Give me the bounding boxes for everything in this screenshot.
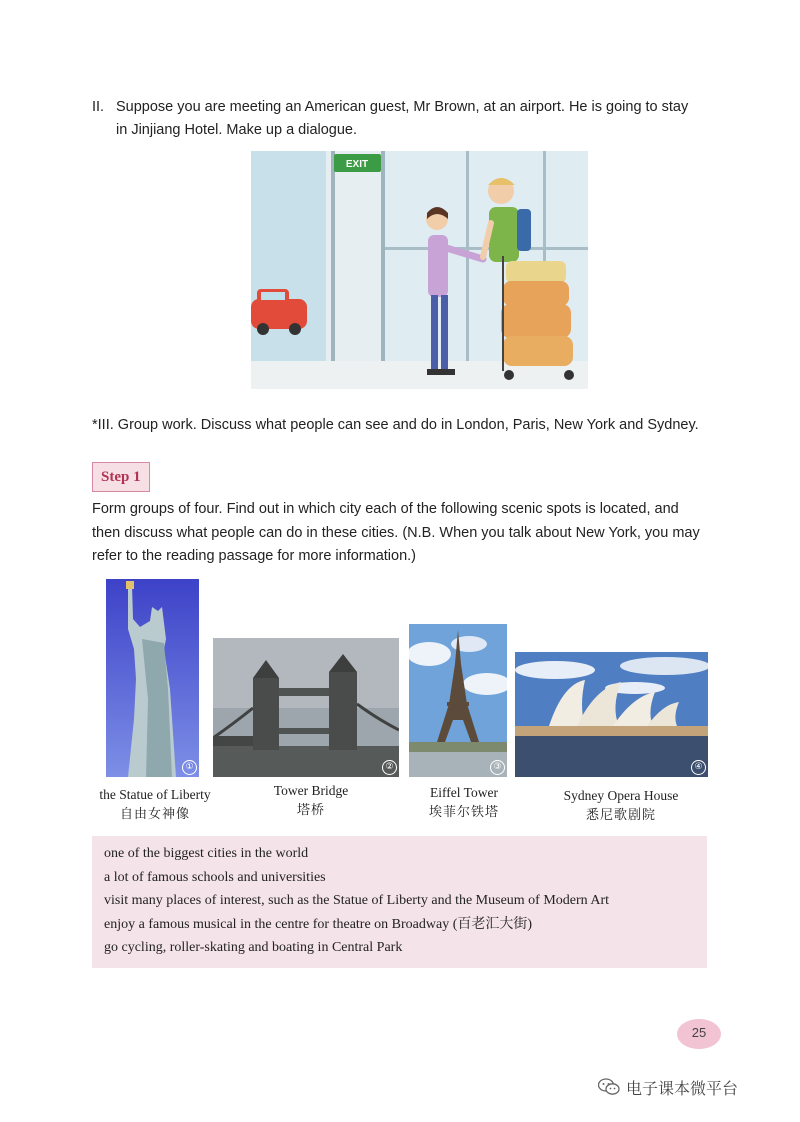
- spot-marker-2: ②: [382, 760, 397, 775]
- footer-watermark: [598, 1076, 738, 1101]
- step-1-label: Step 1: [92, 462, 150, 492]
- spot-marker-4: ④: [691, 760, 706, 775]
- note-item: one of the biggest cities in the world: [104, 846, 309, 861]
- footer-text: 电子课本微平台: [626, 1081, 739, 1098]
- new-york-notes-box: [92, 836, 707, 968]
- caption-statue-of-liberty-en: the Statue of Liberty: [99, 787, 211, 802]
- wechat-icon: [598, 1078, 620, 1101]
- caption-sydney-opera-house-en: Sydney Opera House: [563, 788, 679, 803]
- caption-eiffel-tower-en: Eiffel Tower: [430, 785, 498, 800]
- caption-statue-of-liberty: [88, 785, 222, 825]
- spot-marker-1: ①: [182, 760, 197, 775]
- step-1-line-2: then discuss what people can do in these cities. (N.B. When you talk about New York, you may: [92, 524, 700, 541]
- step-1-line-1: Form groups of four. Find out in which city each of the following scenic spots is located, and: [92, 501, 679, 517]
- caption-eiffel-tower-zh: 埃菲尔铁塔: [428, 805, 499, 820]
- caption-sydney-opera-house: [545, 786, 697, 826]
- question-2: [92, 96, 732, 142]
- photo-statue-of-liberty: [106, 579, 199, 777]
- spot-marker-3: ③: [490, 760, 505, 775]
- photo-sydney-opera-house: [515, 652, 708, 777]
- caption-statue-of-liberty-zh: 自由女神像: [119, 807, 190, 822]
- photo-tower-bridge: [213, 638, 399, 777]
- caption-eiffel-tower: [408, 783, 520, 823]
- airport-illustration: [251, 151, 588, 389]
- page-number: 25: [677, 1019, 721, 1049]
- note-item: visit many places of interest, such as the Statue of Liberty and the Museum of Modern Art: [104, 893, 610, 908]
- exit-sign: EXIT: [345, 159, 369, 170]
- question-2-number: II.: [92, 99, 105, 115]
- step-1-line-3: refer to the reading passage for more information.): [92, 548, 416, 564]
- step-1-instructions: [92, 498, 712, 569]
- question-3: *III. Group work. Discuss what people can see and do in London, Paris, New York and Sydney.: [92, 417, 699, 433]
- question-2-line-1: Suppose you are meeting an American guest, Mr Brown, at an airport. He is going to stay: [116, 99, 689, 115]
- note-item: enjoy a famous musical in the centre for theatre on Broadway (百老汇大街): [104, 916, 533, 932]
- caption-tower-bridge-en: Tower Bridge: [273, 783, 349, 798]
- caption-tower-bridge: [241, 781, 381, 821]
- question-2-line-2: in Jinjiang Hotel. Make up a dialogue.: [116, 122, 358, 138]
- caption-tower-bridge-zh: 塔桥: [296, 803, 325, 818]
- photo-eiffel-tower: [409, 624, 507, 777]
- note-item: a lot of famous schools and universities: [104, 869, 326, 885]
- caption-sydney-opera-house-zh: 悉尼歌剧院: [585, 808, 656, 823]
- note-item: go cycling, roller-skating and boating in Central Park: [104, 940, 403, 955]
